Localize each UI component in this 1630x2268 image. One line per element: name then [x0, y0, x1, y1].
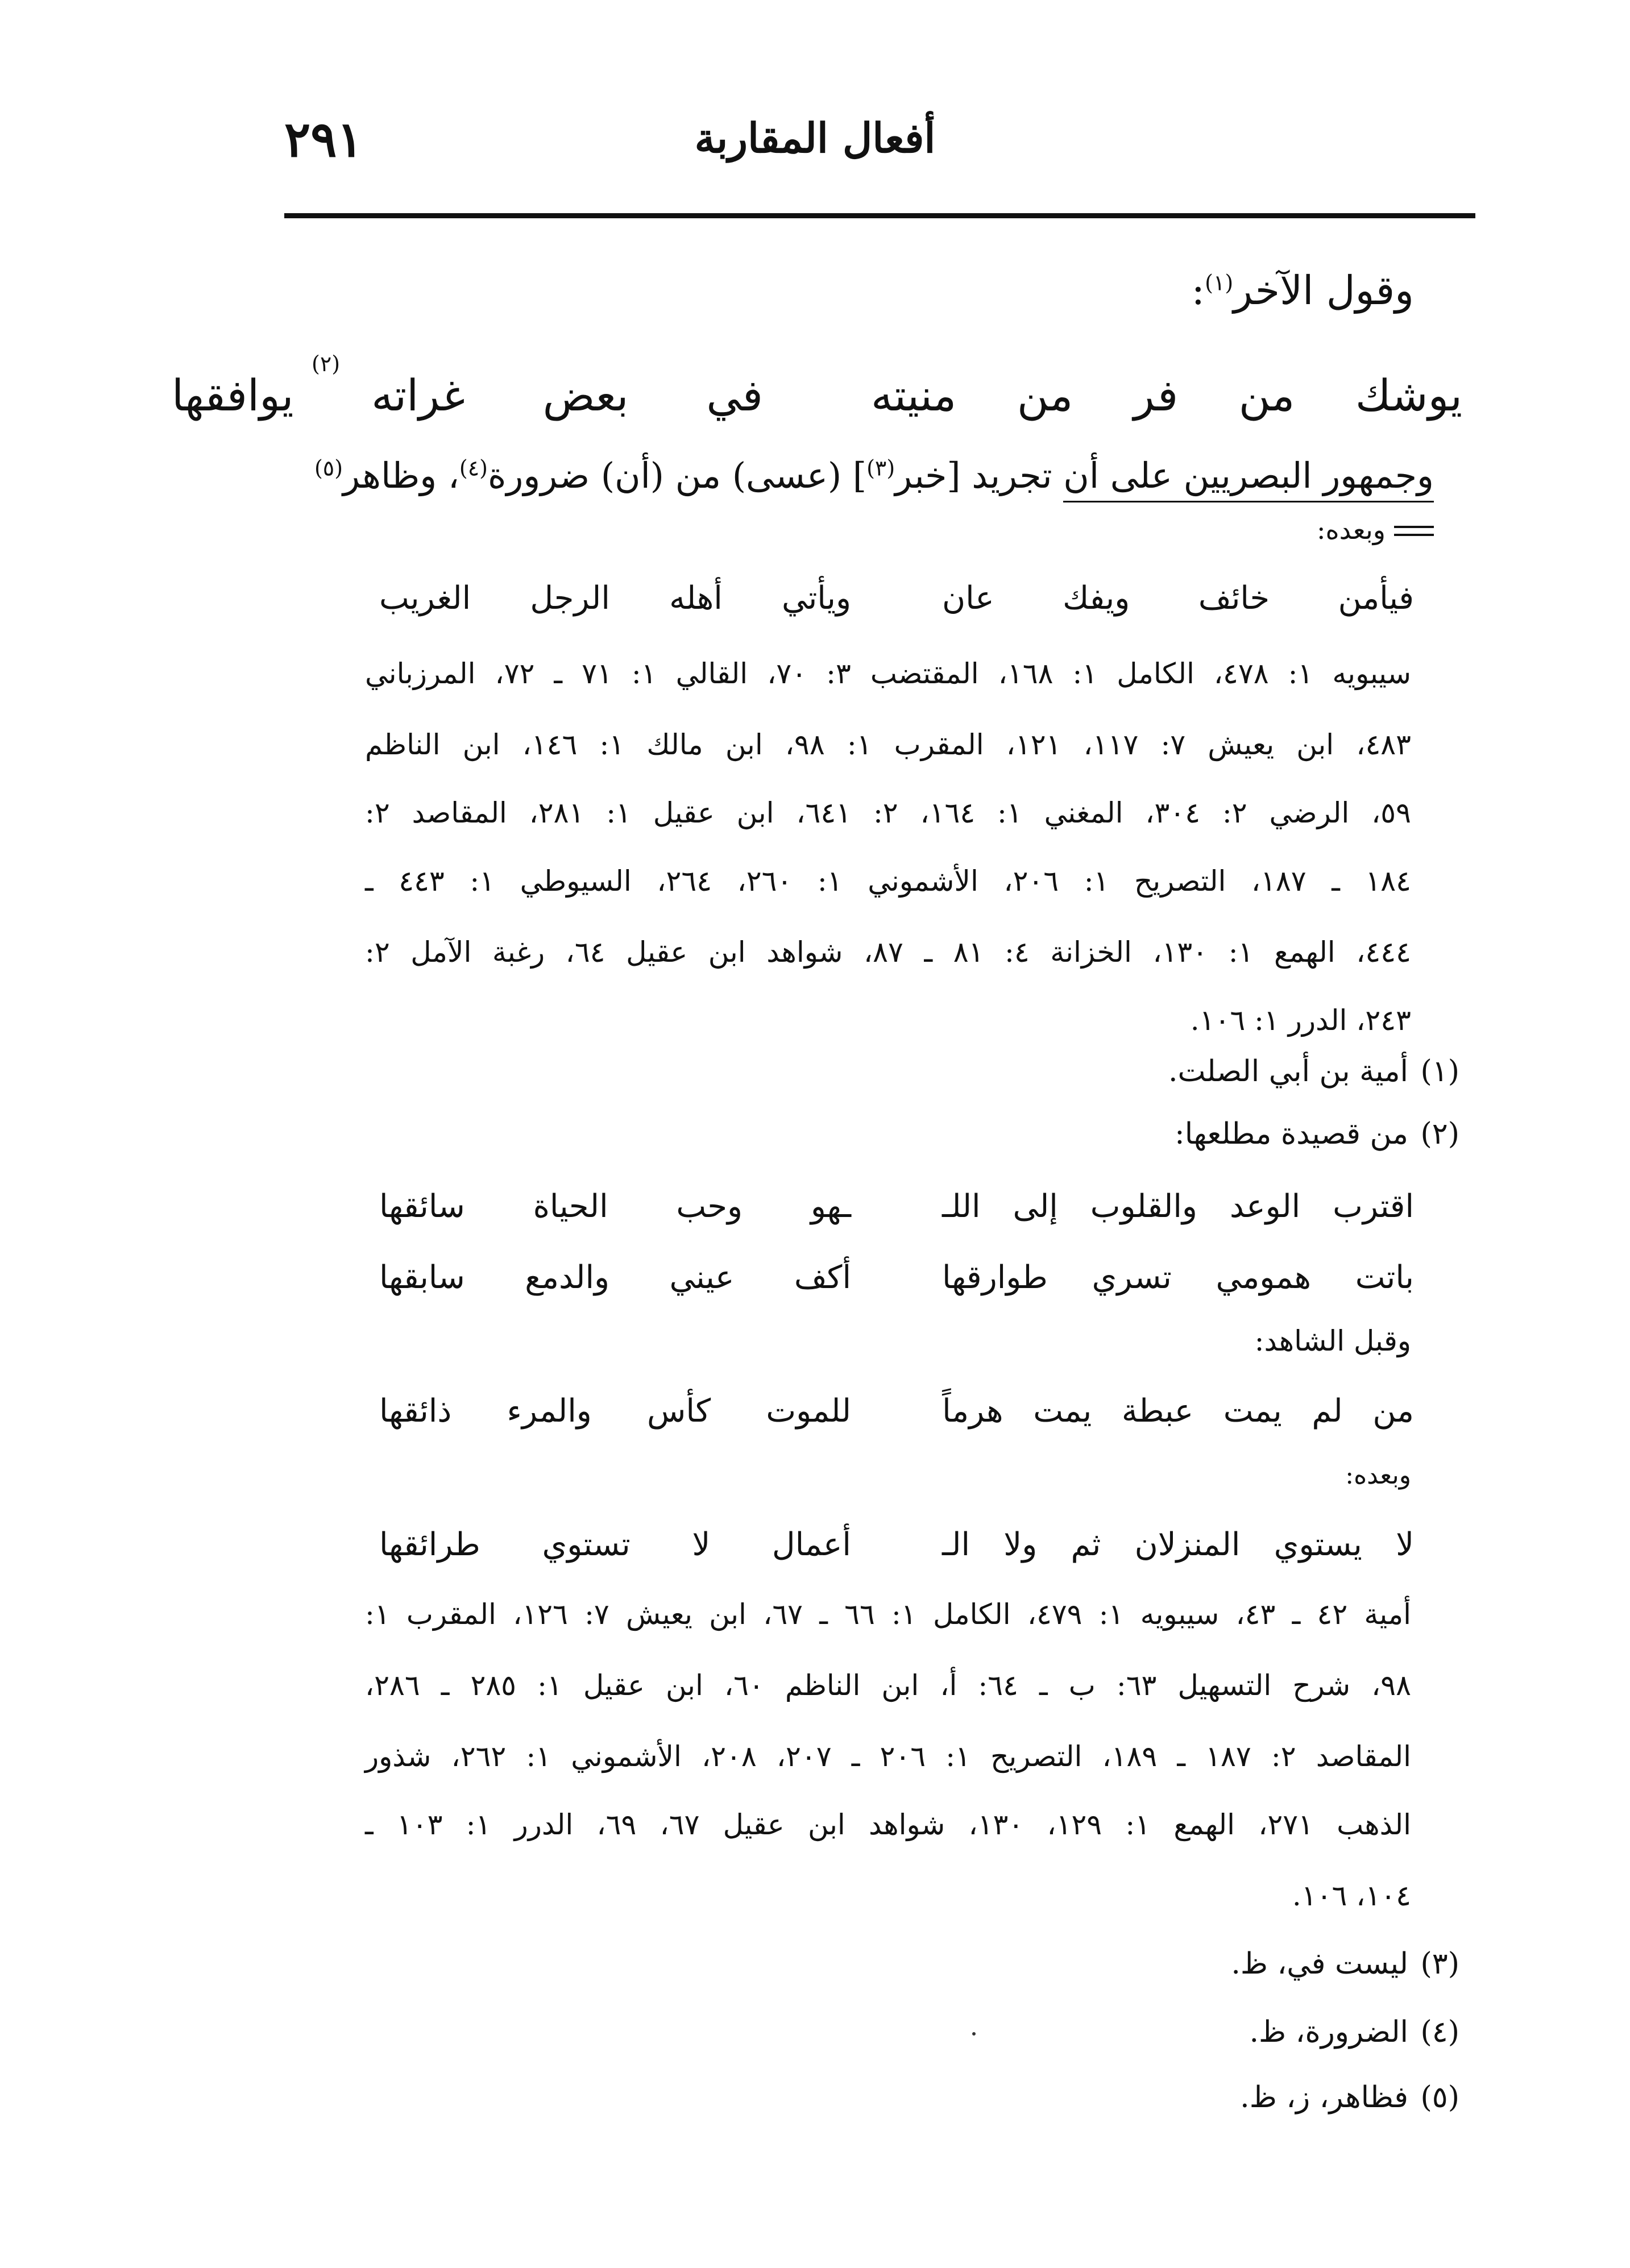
verse-word: خائف	[1198, 580, 1270, 617]
verse-word: الغريب	[379, 580, 471, 617]
main-verse	[172, 361, 1462, 429]
main-text-part: تجريد [خبر	[895, 455, 1064, 496]
verse-word: طرائقها	[379, 1526, 480, 1563]
verse-word: هرماً	[942, 1393, 1003, 1430]
verse-word: المنزلان	[1134, 1526, 1241, 1563]
verse-first-hemistich	[942, 1526, 1414, 1583]
verse-word: أعمال	[772, 1526, 851, 1563]
footnote-2	[1175, 1117, 1459, 1151]
footnote-verse	[379, 1526, 1414, 1583]
verse-first-hemistich	[871, 370, 1462, 421]
footnote-verse	[379, 1188, 1414, 1245]
footnote-ref-4: (٤)	[459, 455, 488, 481]
verse-word: ويأتي	[782, 580, 851, 617]
verse-second-hemistich	[172, 370, 763, 421]
verse-word: يوشك	[1355, 369, 1462, 421]
source-line: ٥٩، الرضي ٢: ٣٠٤، المغني ١: ١٦٤، ٢: ٦٤١، ابن عقيل ١: ٢٨١، المقاصد ٢:	[365, 796, 1411, 829]
verse-word: ثم	[1071, 1526, 1101, 1563]
verse-word: يمت	[1223, 1393, 1282, 1430]
verse-word: تستوي	[542, 1526, 631, 1563]
footnote-text: أمية بن أبي الصلت.	[1168, 1054, 1408, 1089]
verse-second-hemistich	[379, 1526, 851, 1583]
verse-word: يمت	[1033, 1393, 1092, 1430]
main-text-part: ] (عسى) من (أن) ضرورة	[487, 455, 867, 496]
verse-word: باتت	[1355, 1259, 1414, 1296]
verse-word: إلى	[1013, 1188, 1058, 1225]
footnote-ref-1: (١)	[1205, 270, 1234, 296]
verse-first-hemistich	[942, 1259, 1414, 1316]
verse-first-hemistich	[942, 580, 1414, 637]
verse-word: يستوي	[1274, 1526, 1362, 1563]
verse-word: ـهو	[810, 1188, 851, 1225]
page-title: أفعال المقاربة	[694, 114, 936, 162]
footnote-verse	[379, 1393, 1414, 1449]
source-line: سيبويه ١: ٤٧٨، الكامل ١: ١٦٨، المقتضب ٣: ٧٠، القالي ١: ٧١ ـ ٧٢، المرزباني	[365, 657, 1411, 690]
footnote-1	[1168, 1054, 1459, 1089]
main-text-line	[314, 455, 1434, 496]
footnote-text: الضرورة، ظ.	[1249, 2015, 1408, 2049]
verse-word: اقترب	[1333, 1188, 1414, 1225]
verse-word: عبطة	[1121, 1393, 1194, 1430]
verse-word: طوارقها	[942, 1259, 1048, 1296]
footnote-number: (١)	[1420, 1054, 1459, 1089]
verse-word: للموت	[766, 1393, 851, 1430]
underlined-text: وجمهور البصريين على أن	[1063, 455, 1434, 502]
verse-word: سائقها	[379, 1188, 465, 1225]
footnote-verse	[379, 1259, 1414, 1316]
verse-word: كأس	[647, 1393, 711, 1430]
source-line: ٤٤٤، الهمع ١: ١٣٠، الخزانة ٤: ٨١ ـ ٨٧، شواهد ابن عقيل ٦٤، رغبة الآمل ٢:	[365, 936, 1411, 969]
verse-word: الـ	[942, 1526, 970, 1563]
source-line: الذهب ٢٧١، الهمع ١: ١٢٩، ١٣٠، شواهد ابن عقيل ٦٧، ٦٩، الدرر ١: ١٠٣ ـ	[365, 1808, 1412, 1841]
verse-word: والقلوب	[1090, 1188, 1197, 1225]
footnote-ref-5: (٥)	[314, 455, 343, 481]
verse-word: والدمع	[525, 1259, 610, 1296]
verse-word: من	[1238, 369, 1295, 421]
verse-word: في	[706, 369, 763, 421]
verse-word: الحياة	[533, 1188, 608, 1225]
verse-word: منيته	[871, 369, 957, 421]
verse-second-hemistich	[379, 1393, 851, 1449]
verse-second-hemistich	[379, 580, 851, 637]
verse-word: بعض	[542, 369, 629, 421]
verse-word: وحب	[676, 1188, 743, 1225]
verse-second-hemistich	[379, 1188, 851, 1245]
verse-word: يوافقها	[172, 369, 294, 421]
verse-second-hemistich	[379, 1259, 851, 1316]
footnote-separator	[1394, 526, 1434, 542]
footnote-ref-3: (٣)	[866, 455, 895, 481]
verse-word: من	[1017, 369, 1073, 421]
verse-word: أهله	[669, 580, 723, 617]
verse-word: فيأمن	[1338, 580, 1414, 617]
source-line: ١٨٤ ـ ١٨٧، التصريح ١: ٢٠٦، الأشموني ١: ٢٦٠، ٢٦٤، السيوطي ١: ٤٤٣ ـ	[365, 865, 1412, 898]
verse-word: ولا	[1003, 1526, 1038, 1563]
verse-word: الرجل	[530, 580, 610, 617]
stray-dot	[972, 2032, 976, 2036]
verse-word: ذائقها	[379, 1393, 452, 1430]
page-number: ٢٩١	[284, 111, 363, 168]
verse-word: لا	[692, 1526, 711, 1563]
verse-first-hemistich	[942, 1188, 1414, 1245]
verse-first-hemistich	[942, 1393, 1414, 1449]
source-line: ١٠٤، ١٠٦.	[1292, 1879, 1411, 1912]
intro-line: وقول الآخر$^{(١)}$:	[1191, 267, 1414, 314]
verse-word: والمرء	[507, 1393, 592, 1430]
footnote-3	[1231, 1947, 1459, 1981]
verse-word: غراته	[371, 369, 465, 421]
verse-word: عان	[942, 580, 994, 617]
footnote-number: (٥)	[1420, 2080, 1459, 2115]
source-line: ٩٨، شرح التسهيل ٦٣: ب ـ ٦٤: أ، ابن الناظم ٦٠، ابن عقيل ١: ٢٨٥ ـ ٢٨٦،	[365, 1669, 1411, 1702]
header-rule	[284, 213, 1475, 218]
footnote-number: (٤)	[1420, 2015, 1459, 2049]
verse-word: اللـ	[942, 1188, 981, 1225]
main-text-part: ، وظاهر	[343, 455, 459, 496]
source-line: ٢٤٣، الدرر ١: ١٠٦.	[1190, 1004, 1411, 1037]
verse-word: من	[1372, 1393, 1414, 1430]
after-label: وبعده:	[1345, 1461, 1411, 1490]
footnote-text: من قصيدة مطلعها:	[1175, 1117, 1408, 1151]
footnote-text: فظاهر، ز، ظ.	[1240, 2080, 1408, 2115]
footnote-number: (٣)	[1420, 1947, 1459, 1981]
verse-word: أكف	[794, 1259, 851, 1296]
source-line: ٤٨٣، ابن يعيش ٧: ١١٧، ١٢١، المقرب ١: ٩٨، ابن مالك ١: ١٤٦، ابن الناظم	[365, 728, 1412, 761]
verse-word: الوعد	[1229, 1188, 1301, 1225]
footnote-ref-2: (٢)	[312, 351, 341, 376]
footnote-4	[1250, 2015, 1459, 2049]
verse-word: تسري	[1092, 1259, 1172, 1296]
verse-word: لا	[1396, 1526, 1414, 1563]
footnote-text: ليست في، ظ.	[1231, 1947, 1408, 1981]
intro-text: وقول الآخر	[1233, 267, 1414, 314]
before-label: وقبل الشاهد:	[1254, 1324, 1411, 1357]
after-label: وبعده:	[1317, 514, 1386, 545]
verse-word: عيني	[669, 1259, 735, 1296]
verse-word: سابقها	[379, 1259, 465, 1296]
footnote-number: (٢)	[1420, 1117, 1459, 1151]
verse-word: فر	[1133, 369, 1179, 421]
verse-word: ويفك	[1063, 580, 1130, 617]
source-line: المقاصد ٢: ١٨٧ ـ ١٨٩، التصريح ١: ٢٠٦ ـ ٢٠٧، ٢٠٨، الأشموني ١: ٢٦٢، شذور	[365, 1740, 1412, 1773]
source-line: أمية ٤٢ ـ ٤٣، سيبويه ١: ٤٧٩، الكامل ١: ٦٦ ـ ٦٧، ابن يعيش ٧: ١٢٦، المقرب ١:	[365, 1598, 1411, 1631]
verse-word: همومي	[1216, 1259, 1312, 1296]
verse-word: لم	[1312, 1393, 1343, 1430]
footnote-verse	[379, 580, 1414, 637]
footnote-5	[1240, 2080, 1459, 2115]
